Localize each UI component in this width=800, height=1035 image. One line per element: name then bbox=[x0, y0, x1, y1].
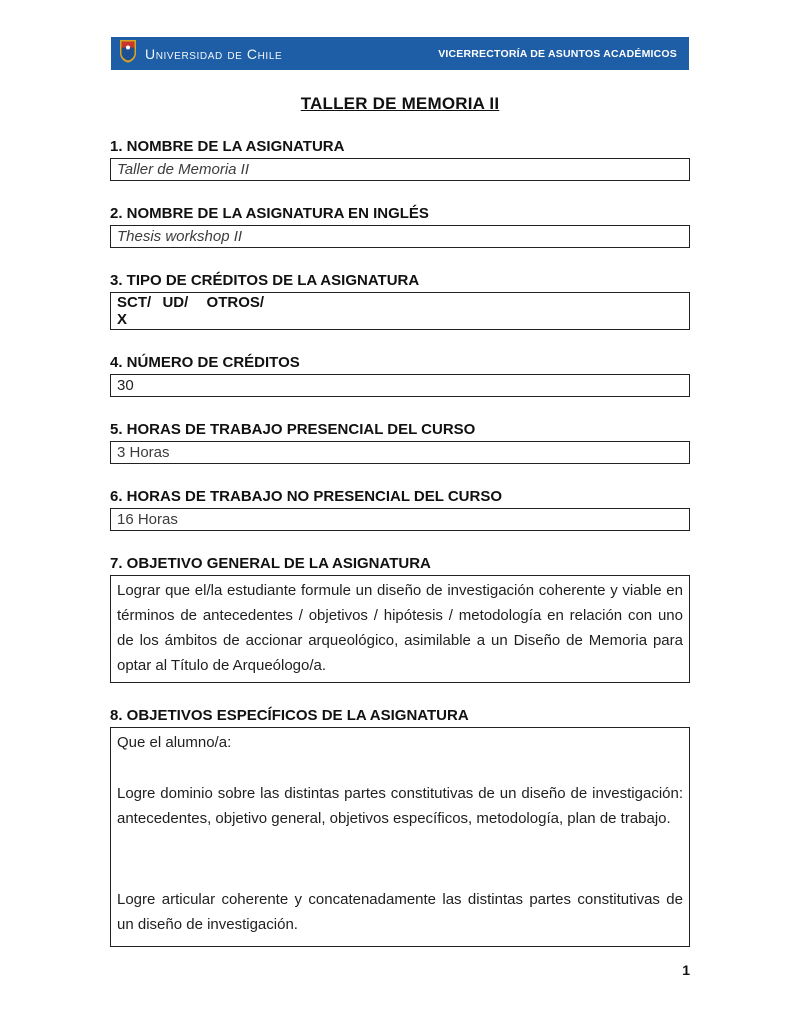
section-numero-creditos bbox=[110, 354, 690, 397]
section-tipo-creditos bbox=[110, 272, 690, 330]
section-6-value: 16 Horas bbox=[117, 511, 178, 528]
university-crest-icon bbox=[119, 39, 137, 68]
section-5-value: 3 Horas bbox=[117, 444, 170, 461]
section-nombre-asignatura bbox=[110, 138, 690, 181]
section-8-paragraph-3: Logre articular coherente y concatenadamente las distintas partes constitutivas de un diseño de investigación. bbox=[117, 891, 683, 933]
section-4-value: 30 bbox=[117, 377, 134, 394]
section-6-field bbox=[110, 508, 690, 531]
header-bar bbox=[111, 37, 689, 70]
credit-type-row bbox=[117, 294, 265, 328]
section-6-heading: 6. HORAS DE TRABAJO NO PRESENCIAL DEL CURSO bbox=[110, 488, 502, 505]
section-8-paragraph-1: Que el alumno/a: bbox=[117, 734, 232, 751]
section-7-field bbox=[110, 575, 690, 683]
section-2-heading: 2. NOMBRE DE LA ASIGNATURA EN INGLÉS bbox=[110, 205, 429, 222]
university-brand bbox=[119, 39, 282, 68]
section-objetivos-especificos bbox=[110, 707, 690, 947]
credit-cell-ud: UD/ bbox=[162, 294, 189, 311]
section-objetivo-general bbox=[110, 555, 690, 683]
section-8-field bbox=[110, 727, 690, 947]
page-number: 1 bbox=[682, 962, 690, 978]
section-3-field bbox=[110, 292, 690, 330]
section-8-paragraph-2: Logre dominio sobre las distintas partes constitutivas de un diseño de investigación: antecedentes, objetivo general, objetivos específicos, metodología, plan de trabajo. bbox=[117, 785, 683, 827]
section-2-value: Thesis workshop II bbox=[117, 228, 243, 245]
section-1-heading: 1. NOMBRE DE LA ASIGNATURA bbox=[110, 138, 345, 155]
section-4-field bbox=[110, 374, 690, 397]
section-5-heading: 5. HORAS DE TRABAJO PRESENCIAL DEL CURSO bbox=[110, 421, 476, 438]
section-1-value: Taller de Memoria II bbox=[117, 161, 249, 178]
section-1-field bbox=[110, 158, 690, 181]
university-name: Universidad de Chile bbox=[145, 45, 283, 62]
page-title: TALLER DE MEMORIA II bbox=[300, 94, 500, 113]
section-3-heading: 3. TIPO DE CRÉDITOS DE LA ASIGNATURA bbox=[110, 272, 420, 289]
credit-cell-sct: SCT/ X bbox=[117, 294, 152, 328]
section-nombre-ingles bbox=[110, 205, 690, 248]
section-horas-presencial bbox=[110, 421, 690, 464]
form-content bbox=[0, 138, 800, 947]
section-5-field bbox=[110, 441, 690, 464]
credit-cell-otros: OTROS/ bbox=[206, 294, 265, 311]
section-4-heading: 4. NÚMERO DE CRÉDITOS bbox=[110, 354, 300, 371]
section-7-value: Lograr que el/la estudiante formule un diseño de investigación coherente y viable en términos de antecedentes / objetivos / hipótesis / metodología en relación con uno de los ámbitos de accionar arqueológico, asimilable a un Diseño de Memoria para optar al Título de Arqueólogo/a. bbox=[117, 582, 683, 674]
section-8-heading: 8. OBJETIVOS ESPECÍFICOS DE LA ASIGNATURA bbox=[110, 707, 469, 724]
section-horas-no-presencial bbox=[110, 488, 690, 531]
section-2-field bbox=[110, 225, 690, 248]
section-7-heading: 7. OBJETIVO GENERAL DE LA ASIGNATURA bbox=[110, 555, 431, 572]
office-name: VICERRECTORÍA DE ASUNTOS ACADÉMICOS bbox=[438, 47, 677, 60]
